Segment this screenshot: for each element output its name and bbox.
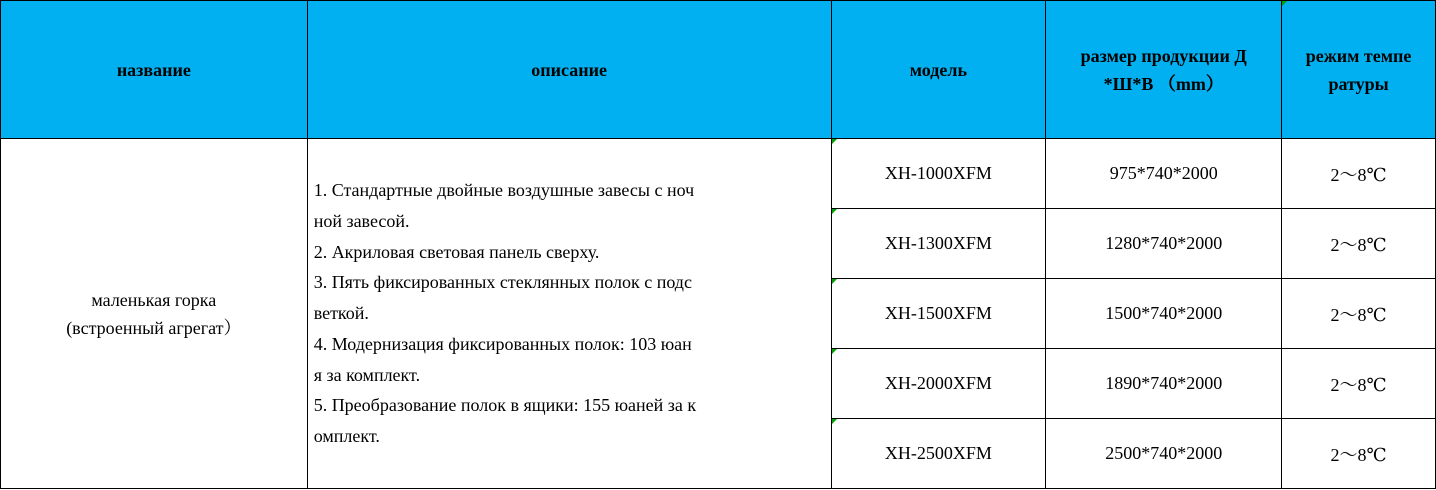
header-size[interactable] (1046, 1, 1282, 139)
temperature-cell[interactable]: 2～8℃ (1282, 419, 1436, 489)
header-size-line2: *Ш*В （mm） (1103, 73, 1224, 94)
model-cell[interactable]: XH-1000XFM (831, 139, 1046, 209)
description-line: веткой. (313, 303, 369, 324)
description-line: 1. Стандартные двойные воздушные завесы с ноч (313, 180, 695, 201)
header-temperature-line2: ратуры (1328, 73, 1389, 94)
description-line: 2. Акриловая световая панель сверху. (313, 241, 600, 262)
cell-comment-marker (832, 209, 837, 214)
model-cell[interactable]: XH-2500XFM (831, 419, 1046, 489)
description-line: ной завесой. (313, 211, 410, 232)
size-cell[interactable]: 2500*740*2000 (1046, 419, 1282, 489)
description-line: омплект. (313, 425, 380, 446)
header-temperature-line1: режим темпе (1305, 45, 1412, 66)
header-temperature[interactable] (1282, 1, 1436, 139)
description-line: 3. Пять фиксированных стеклянных полок с подс (313, 272, 692, 293)
cell-comment-marker (832, 419, 837, 424)
product-name-line2: (встроенный агрегат） (66, 317, 242, 338)
temperature-cell[interactable]: 2～8℃ (1282, 139, 1436, 209)
cell-comment-marker (832, 139, 837, 144)
temperature-cell[interactable]: 2～8℃ (1282, 349, 1436, 419)
product-name-cell[interactable] (1, 139, 308, 489)
header-size-line1: размер продукции Д (1080, 45, 1247, 66)
table-row (1, 139, 1436, 209)
model-cell[interactable]: XH-2000XFM (831, 349, 1046, 419)
description-line: я за комплект. (313, 364, 421, 385)
header-description[interactable]: описание (307, 1, 831, 139)
temperature-cell[interactable]: 2～8℃ (1282, 209, 1436, 279)
cell-comment-marker (832, 279, 837, 284)
cell-comment-marker (832, 349, 837, 354)
header-name[interactable]: название (1, 1, 308, 139)
size-cell[interactable]: 975*740*2000 (1046, 139, 1282, 209)
header-model[interactable]: модель (831, 1, 1046, 139)
cell-comment-marker (1282, 1, 1287, 6)
size-cell[interactable]: 1890*740*2000 (1046, 349, 1282, 419)
description-line: 4. Модернизация фиксированных полок: 103 юан (313, 333, 692, 354)
model-cell[interactable]: XH-1300XFM (831, 209, 1046, 279)
temperature-cell[interactable]: 2～8℃ (1282, 279, 1436, 349)
model-cell[interactable]: XH-1500XFM (831, 279, 1046, 349)
header-row (1, 1, 1436, 139)
size-cell[interactable]: 1280*740*2000 (1046, 209, 1282, 279)
description-line: 5. Преобразование полок в ящики: 155 юаней за к (313, 395, 697, 416)
size-cell[interactable]: 1500*740*2000 (1046, 279, 1282, 349)
product-description-cell[interactable] (307, 139, 831, 489)
product-name-line1: маленькая горка (91, 289, 217, 310)
